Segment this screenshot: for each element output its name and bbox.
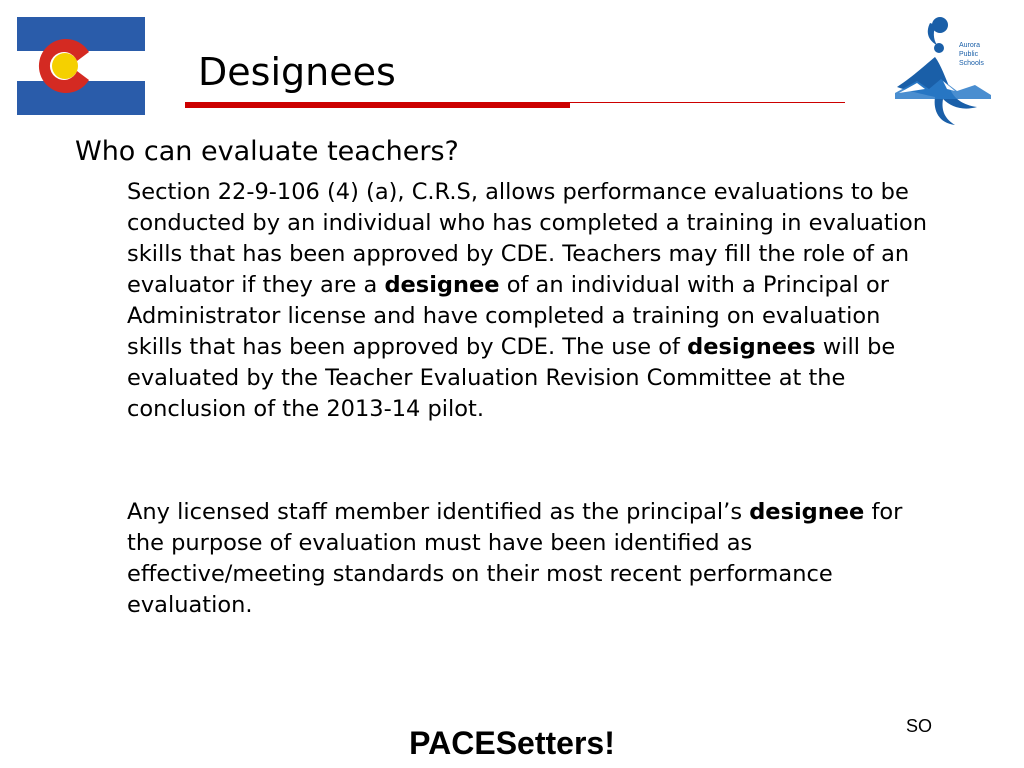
p2-bold-designee: designee: [749, 499, 865, 525]
title-rule-thin: [570, 102, 845, 103]
paragraph-licensed-staff: [127, 497, 942, 621]
logo-line3: Schools: [959, 60, 984, 67]
p2-text-2: for the purpose of evaluation must have been identified as effective/meeting standards on their most recent performance evaluation.: [127, 499, 903, 618]
colorado-flag-icon: [17, 17, 145, 115]
p1-text-3: will be evaluated by the Teacher Evaluation Revision Committee at the conclusion of the 2013-14 pilot.: [127, 334, 896, 422]
paragraph-section-22: [127, 177, 942, 425]
slide-title: Designees: [198, 50, 396, 94]
p1-text-2: of an individual with a Principal or Administrator license and have completed a training on evaluation skills that has been approved by CDE. The use of: [127, 272, 889, 360]
logo-line2: Public: [959, 51, 979, 58]
p1-bold-designees: designees: [687, 334, 816, 360]
p2-text-1: Any licensed staff member identified as the principal’s: [127, 499, 750, 525]
author-initials: SO: [906, 716, 933, 736]
question-heading: Who can evaluate teachers?: [75, 136, 459, 167]
title-rule-thick: [185, 102, 570, 108]
p1-text-1: Section 22-9-106 (4) (a), C.R.S, allows performance evaluations to be conducted by an individual who has completed a training in evaluation skills that has been approved by CDE. Teachers may fill the role of an evaluator if they are a: [127, 179, 928, 298]
logo-line1: Aurora: [959, 42, 981, 49]
p1-bold-designee: designee: [384, 272, 500, 298]
aurora-public-schools-logo: [895, 15, 991, 128]
footer-pacesetters: PACESetters!: [409, 725, 615, 761]
